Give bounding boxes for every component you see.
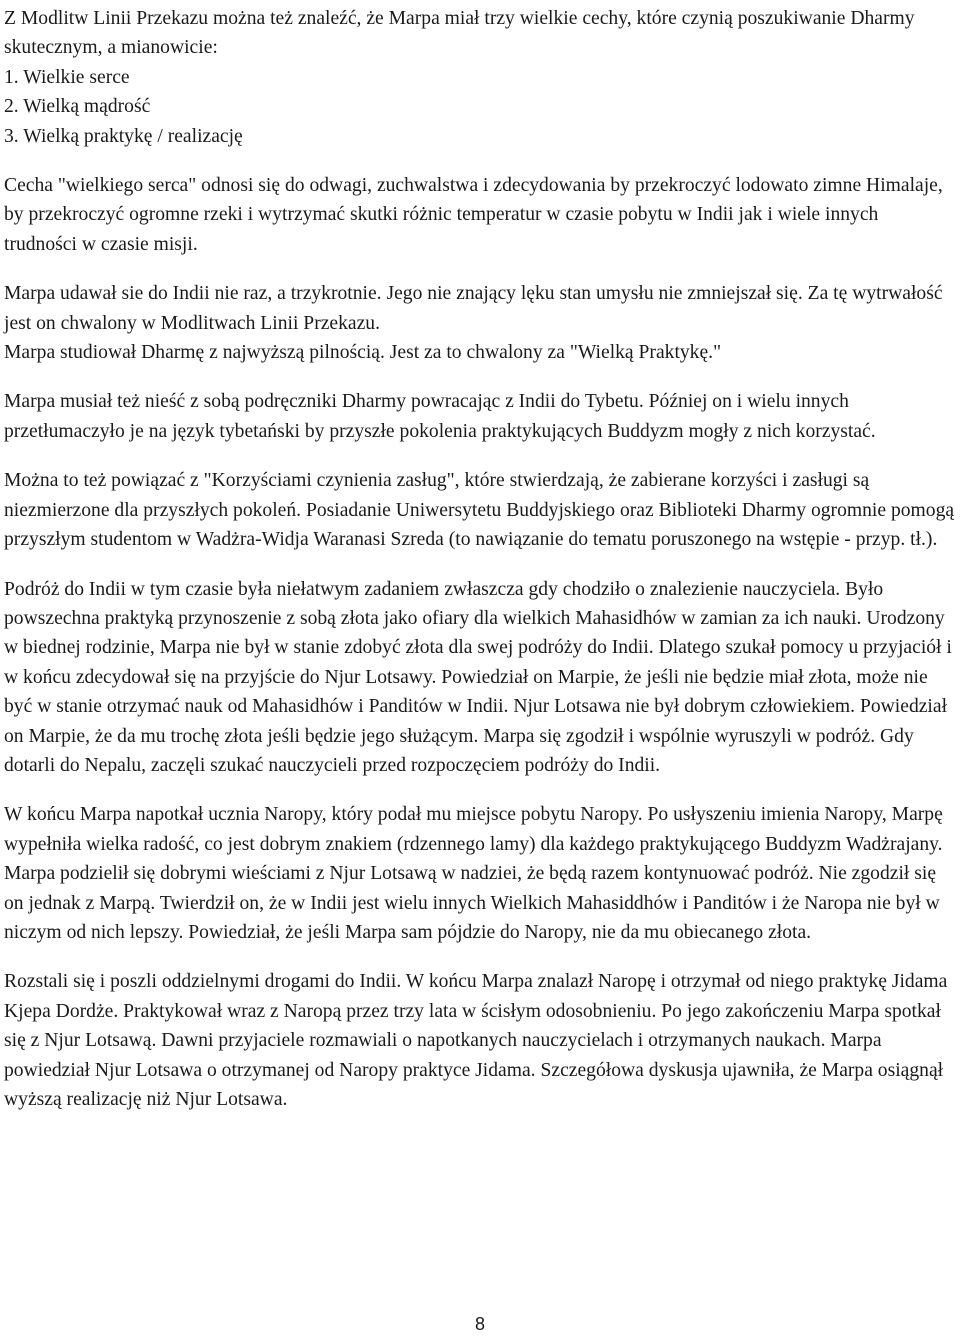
paragraph-meeting-naropa-student: W końcu Marpa napotkał ucznia Naropy, który podał mu miejsce pobytu Naropy. Po usłyszeniu imienia Naropy, Marpę wypełniła wielka radość, co jest dobrym znakiem (rdzennego lamy) dla każdego praktykującego Buddyzm Wadżrajany. Marpa podzielił się dobrymi wieściami z Njur Lotsawą w nadziei, że będą razem kontynuować podróż. Nie zgodził się on jednak z Marpą. Twierdził on, że w Indii jest wielu innych Wielkich Mahasiddhów i Panditów i że Naropa nie był w niczym od nich lepszy. Powiedział, że jeśli Marpa sam pójdzie do Naropy, nie da mu obiecanego złota.	[4, 804, 943, 943]
paragraph-merit-benefits: Można to też powiązać z "Korzyściami czynienia zasług", które stwierdzają, że zabierane korzyści i zasługi są niezmierzone dla przyszłych pokoleń. Posiadanie Uniwersytetu Buddyjskiego oraz Biblioteki Dharmy ogromnie pomogą przyszłym studentom w Wadżra-Widja Waranasi Szreda (to nawiązanie do tematu poruszonego na wstępie - przyp. tł.).	[4, 470, 955, 551]
paragraph-dharma-texts: Marpa musiał też nieść z sobą podręczniki Dharmy powracając z Indii do Tybetu. Później on i wielu innych przetłumaczyło je na język tybetański by przyszłe pokolenia praktykujących Buddyzm mogły z nich korzystać.	[4, 391, 876, 442]
document-body	[4, 4, 956, 1134]
paragraph-three-journeys: Marpa udawał sie do Indii nie raz, a trzykrotnie. Jego nie znający lęku stan umysłu nie zmniejszał się. Za tę wytrwałość jest on chwalony w Modlitwach Linii Przekazu.	[4, 283, 943, 334]
list-item: 2. Wielką mądrość	[4, 96, 151, 118]
intro-paragraph: Z Modlitw Linii Przekazu można też znaleźć, że Marpa miał trzy wielkie cechy, które czynią poszukiwanie Dharmy skutecznym, a mianowicie:	[4, 8, 915, 59]
page-number: 8	[474, 1314, 485, 1334]
list-item: 3. Wielką praktykę / realizację	[4, 125, 243, 147]
paragraph-great-practice: Marpa studiował Dharmę z najwyższą pilnością. Jest za to chwalony za "Wielką Praktykę."	[4, 342, 722, 364]
intro-block	[4, 4, 956, 151]
paragraph-journey-india: Podróż do Indii w tym czasie była niełatwym zadaniem zwłaszcza gdy chodziło o znalezienie nauczyciela. Było powszechna praktyką przynoszenie z sobą złota jako ofiary dla wielkich Mahasidhów w zamian za ich nauki. Urodzony w biednej rodzinie, Marpa nie był w stanie zdobyć złota dla swej podróży do Indii. Dlatego szukał pomocy u przyjaciół i w końcu zdecydował się na przyjście do Njur Lotsawy. Powiedział on Marpie, że jeśli nie będzie miał złota, może nie być w stanie otrzymać nauk od Mahasidhów i Panditów w Indii. Njur Lotsawa nie był dobrym człowiekiem. Powiedział on Marpie, że da mu trochę złota jeśli będzie jego służącym. Marpa się zgodził i wspólnie wyruszyli w podróż. Gdy dotarli do Nepalu, zaczęli szukać nauczycieli przed rozpoczęciem podróży do Indii.	[4, 578, 952, 776]
paragraph-great-heart: Cecha "wielkiego serca" odnosi się do odwagi, zuchwalstwa i zdecydowania by przekroczyć lodowato zimne Himalaje, by przekroczyć ogromne rzeki i wytrzymać skutki różnic temperatur w czasie pobytu w Indii jak i wiele innych trudności w czasie misji.	[4, 175, 943, 255]
paragraph-parting-ways: Rozstali się i poszli oddzielnymi drogami do Indii. W końcu Marpa znalazł Naropę i otrzymał od niego praktykę Jidama Kjepa Dordże. Praktykował wraz z Naropą przez trzy lata w ścisłym odosobnieniu. Po jego zakończeniu Marpa spotkał się z Njur Lotsawą. Dawni przyjaciele rozmawiali o napotkanych nauczycielach i otrzymanych naukach. Marpa powiedział Njur Lotsawa o otrzymanej od Naropy praktyce Jidama. Szczegółowa dyskusja ujawniła, że Marpa osiągnął wyższą realizację niż Njur Lotsawa.	[4, 971, 948, 1110]
list-item: 1. Wielkie serce	[4, 66, 130, 88]
